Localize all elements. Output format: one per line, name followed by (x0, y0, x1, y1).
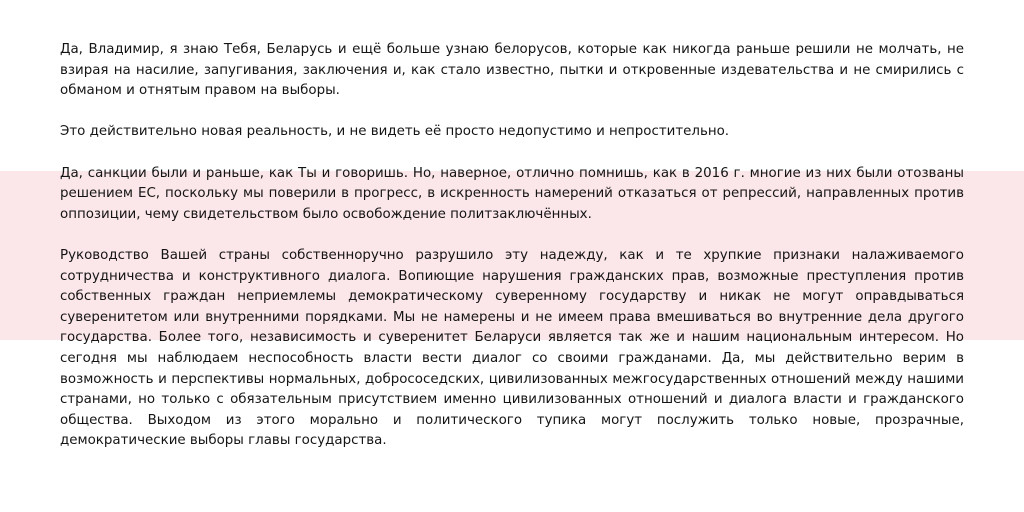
paragraph-4: Руководство Вашей страны собственноручно разрушило эту надежду, как и те хрупкие признаки налаживаемого сотрудничества и конструктивного диалога. Вопиющие нарушения гражданских прав, возможные преступления против собственных граждан неприемлемы демократическому суверенному государству и никак не могут оправдываться суверенитетом или внутренними порядками. Мы не намерены и не имеем права вмешиваться во внутренние дела другого государства. Более того, независимость и суверенитет Беларуси является так же и нашим национальным интересом. Но сегодня мы наблюдаем неспособность власти вести диалог со своими гражданами. Да, мы действительно верим в возможность и перспективы нормальных, добрососедских, цивилизованных межгосударственных отношений между нашими странами, но только с обязательным присутствием именно цивилизованных отношений и диалога власти и гражданского общества. Выходом из этого морально и политического тупика могут послужить только новые, прозрачные, демократические выборы главы государства. (60, 247, 964, 449)
paragraph-1: Да, Владимир, я знаю Тебя, Беларусь и ещё больше узнаю белорусов, которые как никогда раньше решили не молчать, не взирая на насилие, запугивания, заключения и, как стало известно, пытки и откровенные издевательства и не смирились с обманом и отнятым правом на выборы. (60, 42, 964, 99)
paragraph-2: Это действительно новая реальность, и не видеть её просто недопустимо и непростительно. (60, 124, 730, 140)
paragraph-3: Да, санкции были и раньше, как Ты и говоришь. Но, наверное, отлично помнишь, как в 2016 г. многие из них были отозваны решением ЕС, поскольку мы поверили в прогресс, в искренность намерений отказаться от репрессий, направленных против оппозиции, чему свидетельством было освобождение политзаключённых. (60, 165, 964, 222)
letter-text-block (60, 40, 964, 472)
